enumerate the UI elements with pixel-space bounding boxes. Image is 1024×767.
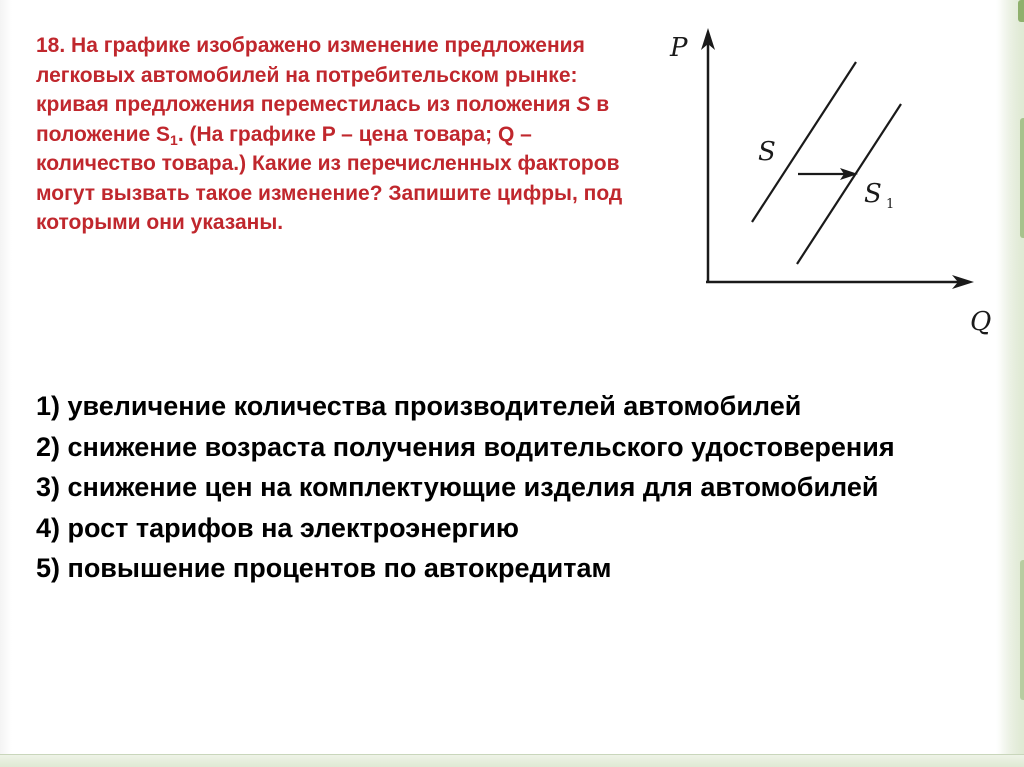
x-axis-label: Q [970,307,992,337]
deco-bar [1018,0,1024,22]
option-item: 2) снижение возраста получения водительского удостоверения [36,431,895,462]
question-part-3: . (На графике P – цена товара; Q – количество товара.) Какие из перечисленных факторов могут вызвать такое изменение? Запишите цифры, под которыми они указаны. [36,122,623,234]
curve-s-inline: S [576,93,591,116]
deco-bar [1020,118,1024,238]
y-axis-label: P [670,33,688,63]
question-text [36,31,646,238]
subscript-1: 1 [170,131,178,148]
option-item: 1) увеличение количества производителей автомобилей [36,391,802,421]
question-part-2: в положение S [36,93,610,146]
supply-shift-graph [640,20,1020,340]
curve-s-label: S [758,137,776,167]
answer-options [36,386,936,589]
curve-s1-subscript: 1 [886,197,895,212]
option-item: 3) снижение цен на комплектующие изделия для автомобилей [36,472,879,502]
curve-s1-label: S [864,179,882,209]
deco-bar [1020,560,1024,700]
option-item: 4) рост тарифов на электроэнергию [36,512,519,543]
bottom-bar [0,755,1024,767]
question-part-1: 18. На графике изображено изменение предложения легковых автомобилей на потребительском рынке: кривая предложения переместилась из положения [36,34,585,116]
option-item: 5) повышение процентов по автокредитам [36,553,612,583]
